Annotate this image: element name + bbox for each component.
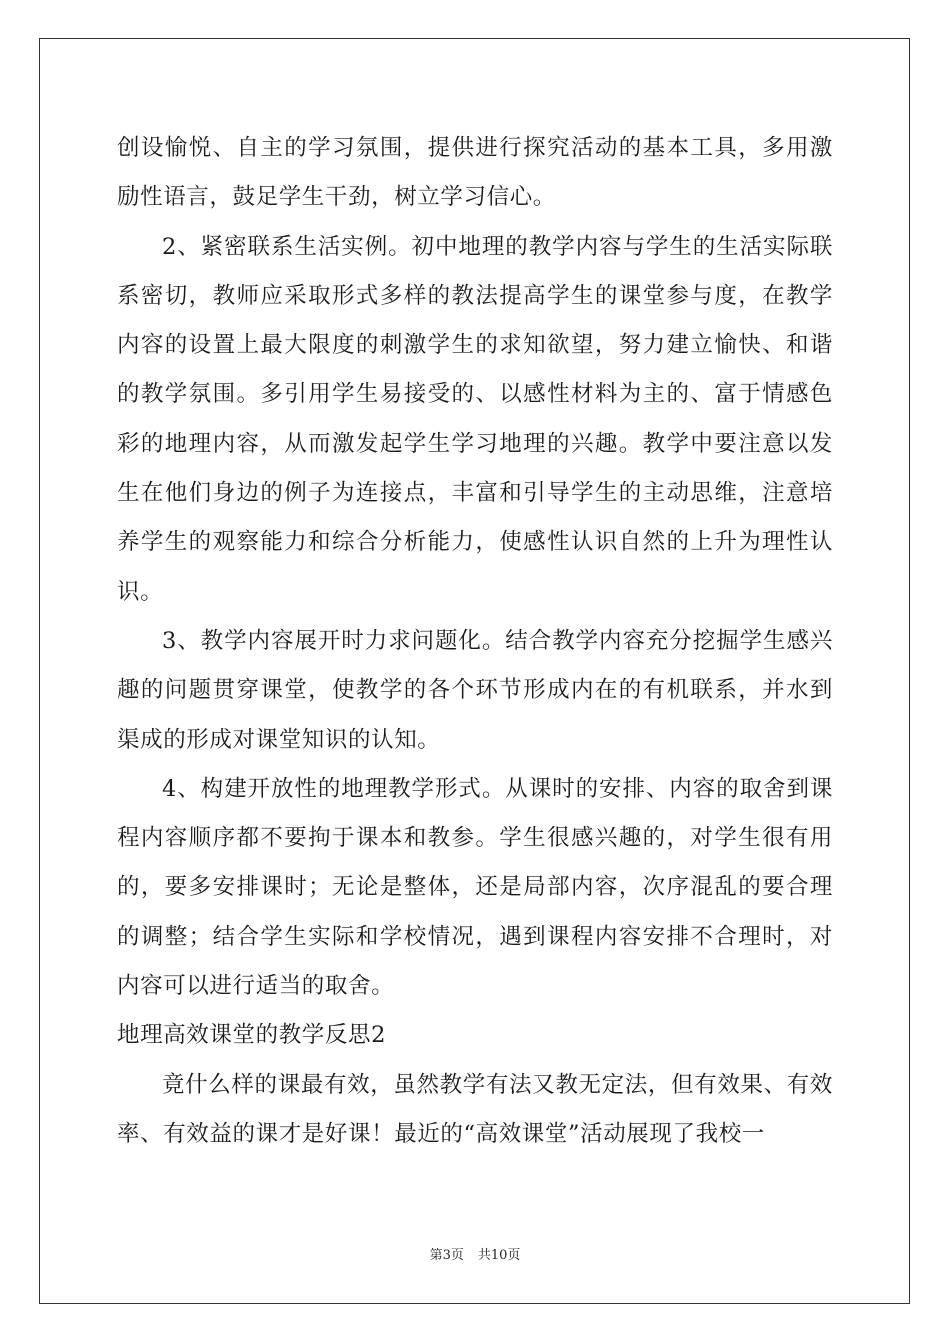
page-total: 共10页	[477, 1248, 521, 1263]
paragraph-continuation: 创设愉悦、自主的学习氛围，提供进行探究活动的基本工具，多用激励性语言，鼓足学生干劲，树立学习信心。	[117, 135, 833, 211]
section-heading: 地理高效课堂的教学反思2	[117, 1022, 387, 1049]
paragraph-closing: 竟什么样的课最有效，虽然教学有法又教无定法，但有效果、有效率、有效益的课才是好课！最近的“高效课堂”活动展现了我校一	[117, 1071, 833, 1147]
paragraph-point-4: 4、构建开放性的地理教学形式。从课时的安排、内容的取舍到课程内容顺序都不要拘于课本和教参。学生很感兴趣的，对学生很有用的，要多安排课时；无论是整体，还是局部内容，次序混乱的要合理的调整；结合学生实际和学校情况，遇到课程内容安排不合理时，对内容可以进行适当的取舍。	[117, 775, 833, 1000]
paragraph-point-3: 3、教学内容展开时力求问题化。结合教学内容充分挖掘学生感兴趣的问题贯穿课堂，使教学的各个环节形成内在的有机联系，并水到渠成的形成对课堂知识的认知。	[117, 627, 833, 753]
page-number: 第3页	[429, 1248, 464, 1263]
page-footer	[0, 1244, 950, 1263]
paragraph-point-2: 2、紧密联系生活实例。初中地理的教学内容与学生的生活实际联系密切，教师应采取形式多样的教法提高学生的课堂参与度，在教学内容的设置上最大限度的刺激学生的求知欲望，努力建立愉快、和谐的教学氛围。多引用学生易接受的、以感性材料为主的、富于情感色彩的地理内容，从而激发起学生学习地理的兴趣。教学中要注意以发生在他们身边的例子为连接点，丰富和引导学生的主动思维，注意培养学生的观察能力和综合分析能力，使感性认识自然的上升为理性认识。	[117, 233, 833, 605]
document-body	[117, 124, 833, 1159]
